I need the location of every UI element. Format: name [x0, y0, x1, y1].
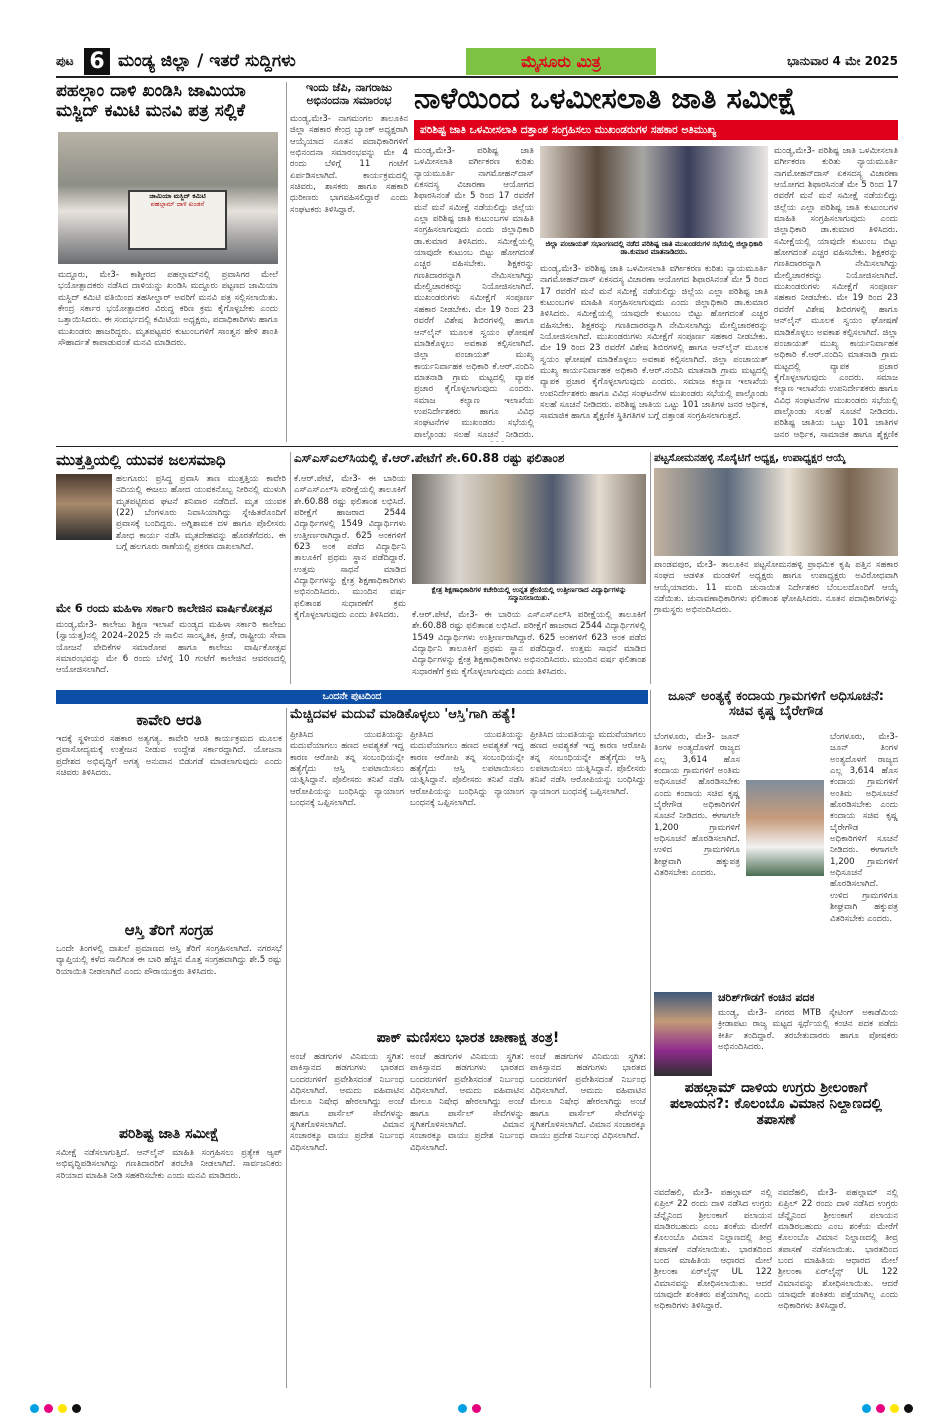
registration-dot [862, 1404, 871, 1413]
headline: ಪಹಲ್ಗಾಮ್ ದಾಳಿಯ ಉಗ್ರರು ಶ್ರೀಲಂಕಾಗೆ ಪಲಾಯನ?: ಕೊಲಂಬೊ ವಿಮಾನ ನಿಲ್ದಾಣದಲ್ಲಿ ತಪಾಸಣೆ [670, 1080, 882, 1129]
article-body: ಮಂಡ್ಯ,ಮೇ3- ಕಾಲೇಜು ಶಿಕ್ಷಣ ಇಲಾಖೆ ಮಂಡ್ಯದ ಮಹಿಳಾ ಸರ್ಕಾರಿ ಕಾಲೇಜು (ಸ್ವಾಯತ್ತ)ನಲ್ಲಿ 2024–2025 ನೇ ಸಾಲಿನ ಸಾಂಸ್ಕೃತಿಕ, ಕ್ರೀಡೆ, ರಾಷ್ಟ್ರೀಯ ಸೇವಾ ಯೋಜನೆ ವೇದಿಕೆಗಳ ಸಮಾರೋಪ ಹಾಗೂ ಕಾಲೇಜು ವಾರ್ಷಿಕೋತ್ಸವ ಸಮಾರಂಭವನ್ನು ಮೇ 6 ರಂದು ಬೆಳಿಗ್ಗೆ 10 ಗಂಟೆಗೆ ಕಾಲೇಜಿನ ಆವರಣದಲ್ಲಿ ಆಯೋಜಿಸಲಾಗಿದೆ. [56, 620, 286, 676]
headline: ಪಟ್ಟಸೋಮನಹಳ್ಳಿ ಸೊಸೈಟಿಗೆ ಅಧ್ಯಕ್ಷ, ಉಪಾಧ್ಯಕ್ಷರ ಆಯ್ಕೆ [654, 452, 846, 464]
article-body-col2: ಅಂಚೆ ಹಡಗುಗಳ ವಿನಿಮಯ ಸ್ಥಗಿತ: ಪಾಕಿಸ್ತಾನದ ಹಡಗುಗಳು ಭಾರತದ ಬಂದರುಗಳಿಗೆ ಪ್ರವೇಶಿಸದಂತೆ ನಿರ್ಬಂಧ ವಿಧಿಸಲಾಗಿದೆ. ಆಮದು ವಹಿವಾಟಿನ ಮೇಲೂ ನಿಷೇಧ ಹೇರಲಾಗಿದ್ದು ಅಂಚೆ ಹಾಗೂ ಪಾರ್ಸೆಲ್ ಸೇವೆಗಳನ್ನು ಸ್ಥಗಿತಗೊಳಿಸಲಾಗಿದೆ. ವಿಮಾನ ಸಂಚಾರಕ್ಕೂ ವಾಯು ಪ್ರದೇಶ ನಿರ್ಬಂಧ ವಿಧಿಸಲಾಗಿದೆ. [410, 1052, 524, 1153]
article-body: ಮಂಡ್ಯ,ಮೇ3- ನಾಗಮಂಗಲ ತಾಲೂಕಿನ ಜಿಲ್ಲಾ ಸಹಕಾರ ಕೇಂದ್ರ ಬ್ಯಾಂಕ್ ಅಧ್ಯಕ್ಷರಾಗಿ ಆಯ್ಕೆಯಾದ ನೂತನ ಪದಾಧಿಕಾರಿಗಳಿಗೆ ಅಭಿನಂದನಾ ಸಮಾರಂಭವನ್ನು ಮೇ 4 ರಂದು ಬೆಳಿಗ್ಗೆ 11 ಗಂಟೆಗೆ ಏರ್ಪಡಿಸಲಾಗಿದೆ. ಕಾರ್ಯಕ್ರಮದಲ್ಲಿ ಸಚಿವರು, ಶಾಸಕರು ಹಾಗೂ ಸಹಕಾರಿ ಧುರೀಣರು ಭಾಗವಹಿಸಲಿದ್ದಾರೆ ಎಂದು ಸಂಘಟಕರು ತಿಳಿಸಿದ್ದಾರೆ. [290, 114, 408, 215]
article-drowning [56, 452, 286, 598]
article-body-col2: ಪ್ರೀತಿಸಿದ ಯುವತಿಯನ್ನು ಮದುವೆಯಾಗಲು ಹಣದ ಅವಶ್ಯಕತೆ ಇದ್ದ ಕಾರಣ ಆರೋಪಿ ತನ್ನ ಸಂಬಂಧಿಯನ್ನೇ ಹತ್ಯೆಗೈದು ಆಸ್ತಿ ಲಪಟಾಯಿಸಲು ಯತ್ನಿಸಿದ್ದಾನೆ. ಪೊಲೀಸರು ತನಿಖೆ ನಡೆಸಿ ಆರೋಪಿಯನ್ನು ಬಂಧಿಸಿದ್ದು ನ್ಯಾಯಾಂಗ ಬಂಧನಕ್ಕೆ ಒಪ್ಪಿಸಲಾಗಿದೆ. [410, 730, 524, 809]
article-body: ಮಂಡ್ಯ, ಮೇ3- ನಗರದ MTB ಸ್ಕೇಟಿಂಗ್ ಅಕಾಡೆಮಿಯ ಕ್ರೀಡಾಪಟು ರಾಜ್ಯ ಮಟ್ಟದ ಸ್ಪರ್ಧೆಯಲ್ಲಿ ಕಂಚಿನ ಪದಕ ಪಡೆದು ಕೀರ್ತಿ ತಂದಿದ್ದಾರೆ. ತರಬೇತುದಾರರು ಹಾಗೂ ಪೋಷಕರು ಅಭಿನಂದಿಸಿದರು. [718, 1008, 898, 1053]
section-title: ಮಂಡ್ಯ ಜಿಲ್ಲಾ / ಇತರೆ ಸುದ್ದಿಗಳು [118, 51, 296, 71]
felicitation-photo [412, 474, 646, 584]
page-label: ಪುಟ [56, 54, 74, 68]
column-rule [286, 82, 287, 442]
photo-caption: ಜಿಲ್ಲಾ ಪಂಚಾಯತ್ ಸಭಾಂಗಣದಲ್ಲಿ ನಡೆದ ಪರಿಶಿಷ್ಟ ಜಾತಿ ಮುಖಂಡರುಗಳ ಸಭೆಯಲ್ಲಿ ಜಿಲ್ಲಾಧಿಕಾರಿ ಡಾ.ಕುಮಾರ ಮಾತನಾಡಿದರು. [545, 240, 763, 257]
banner-line-1: ಜಾಮಿಯಾ ಮಸ್ಜಿದ್ ಕಮಿಟಿ [149, 192, 206, 200]
article-society [654, 452, 898, 684]
group-photo [58, 132, 278, 264]
headline: ಜೂನ್ ಅಂತ್ಯಕ್ಕೆ ಕಂದಾಯ ಗ್ರಾಮಗಳಿಗೆ ಅಧಿಸೂಚನೆ: ಸಚಿವ ಕೃಷ್ಣ ಬೈರೇಗೌಡ [668, 690, 884, 719]
article-body: ಪಾಂಡವಪುರ, ಮೇ3- ತಾಲೂಕಿನ ಪಟ್ಟಸೋಮನಹಳ್ಳಿ ಪ್ರಾಥಮಿಕ ಕೃಷಿ ಪತ್ತಿನ ಸಹಕಾರ ಸಂಘದ ಆಡಳಿತ ಮಂಡಳಿಗೆ ಅಧ್ಯಕ್ಷರು ಹಾಗೂ ಉಪಾಧ್ಯಕ್ಷರು ಅವಿರೋಧವಾಗಿ ಆಯ್ಕೆಯಾದರು. 11 ಮಂದಿ ಚುನಾಯಿತ ನಿರ್ದೇಶಕರ ಬೆಂಬಲದೊಂದಿಗೆ ಆಯ್ಕೆ ನಡೆಯಿತು. ಚುನಾವಣಾಧಿಕಾರಿಗಳು ಫಲಿತಾಂಶ ಘೋಷಿಸಿದರು. ನೂತನ ಪದಾಧಿಕಾರಿಗಳನ್ನು ಗ್ರಾಮಸ್ಥರು ಅಭಿನಂದಿಸಿದರು. [654, 560, 898, 616]
article-body-col1: ಅಂಚೆ ಹಡಗುಗಳ ವಿನಿಮಯ ಸ್ಥಗಿತ: ಪಾಕಿಸ್ತಾನದ ಹಡಗುಗಳು ಭಾರತದ ಬಂದರುಗಳಿಗೆ ಪ್ರವೇಶಿಸದಂತೆ ನಿರ್ಬಂಧ ವಿಧಿಸಲಾಗಿದೆ. ಆಮದು ವಹಿವಾಟಿನ ಮೇಲೂ ನಿಷೇಧ ಹೇರಲಾಗಿದ್ದು ಅಂಚೆ ಹಾಗೂ ಪಾರ್ಸೆಲ್ ಸೇವೆಗಳನ್ನು ಸ್ಥಗಿತಗೊಳಿಸಲಾಗಿದೆ. ವಿಮಾನ ಸಂಚಾರಕ್ಕೂ ವಾಯು ಪ್ರದೇಶ ನಿರ್ಬಂಧ ವಿಧಿಸಲಾಗಿದೆ. [290, 1052, 404, 1153]
headline: ಚರಿಶ್‌ಗೌಡಗೆ ಕಂಚಿನ ಪದಕ [718, 992, 815, 1004]
headline: ಎಸ್‌ಎಸ್‌ಎಲ್‌ಸಿಯಲ್ಲಿ ಕೆ.ಆರ್.ಪೇಟೆಗೆ ಶೇ.60.88 ರಷ್ಟು ಫಲಿತಾಂಶ [294, 452, 565, 465]
registration-dot [30, 1404, 39, 1413]
date: ಭಾನುವಾರ 4 ಮೇ 2025 [787, 54, 898, 68]
headline: ಇಂದು ಜೆಪಿ, ನಾಗರಾಜು ಅಭಿನಂದನಾ ಸಮಾರಂಭ [306, 82, 392, 107]
article-body-col2: ಬೆಂಗಳೂರು, ಮೇ3- ಜೂನ್ ತಿಂಗಳ ಅಂತ್ಯದೊಳಗೆ ರಾಜ್ಯದ ಎಲ್ಲ 3,614 ಹೊಸ ಕಂದಾಯ ಗ್ರಾಮಗಳಿಗೆ ಅಂತಿಮ ಅಧಿಸೂಚನೆ ಹೊರಡಿಸಬೇಕು ಎಂದು ಕಂದಾಯ ಸಚಿವ ಕೃಷ್ಣ ಬೈರೇಗೌಡ ಅಧಿಕಾರಿಗಳಿಗೆ ಸೂಚನೆ ನೀಡಿದರು. ಈಗಾಗಲೇ 1,200 ಗ್ರಾಮಗಳಿಗೆ ಅಧಿಸೂಚನೆ ಹೊರಡಿಸಲಾಗಿದೆ. ಉಳಿದ ಗ್ರಾಮಗಳಿಗೂ ಶೀಘ್ರವಾಗಿ ಹಕ್ಕುಪತ್ರ ವಿತರಿಸಬೇಕು ಎಂದರು. [830, 732, 898, 924]
banner-sign [128, 190, 227, 250]
headline: ಪಹಲ್ಗಾಂ ದಾಳಿ ಖಂಡಿಸಿ ಜಾಮಿಯಾ ಮಸ್ಜಿದ್ ಕಮಿಟಿ ಮನವಿ ಪತ್ರ ಸಲ್ಲಿಕೆ [56, 82, 246, 121]
masthead [56, 48, 898, 78]
victim-photo [56, 474, 112, 540]
article-kaveri [56, 708, 282, 920]
registration-dot [472, 1404, 481, 1413]
paper-name: ಮೈಸೂರು ಮಿತ್ರ [521, 52, 601, 71]
registration-dot [44, 1404, 53, 1413]
article-body-col1: ಬೆಂಗಳೂರು, ಮೇ3- ಜೂನ್ ತಿಂಗಳ ಅಂತ್ಯದೊಳಗೆ ರಾಜ್ಯದ ಎಲ್ಲ 3,614 ಹೊಸ ಕಂದಾಯ ಗ್ರಾಮಗಳಿಗೆ ಅಂತಿಮ ಅಧಿಸೂಚನೆ ಹೊರಡಿಸಬೇಕು ಎಂದು ಕಂದಾಯ ಸಚಿವ ಕೃಷ್ಣ ಬೈರೇಗೌಡ ಅಧಿಕಾರಿಗಳಿಗೆ ಸೂಚನೆ ನೀಡಿದರು. ಈಗಾಗಲೇ 1,200 ಗ್ರಾಮಗಳಿಗೆ ಅಧಿಸೂಚನೆ ಹೊರಡಿಸಲಾಗಿದೆ. ಉಳಿದ ಗ್ರಾಮಗಳಿಗೂ ಶೀಘ್ರವಾಗಿ ಹಕ್ಕುಪತ್ರ ವಿತರಿಸಬೇಕು ಎಂದರು. [654, 732, 740, 879]
article-college-day [56, 602, 286, 684]
article-pakistan [290, 1030, 646, 1388]
paper-logo [466, 48, 656, 75]
registration-dot [58, 1404, 67, 1413]
headline: ಪರಿಶಿಷ್ಟ ಜಾತಿ ಸಮೀಕ್ಷೆ [119, 1126, 219, 1142]
headline: ಮೆಚ್ಚಿದವಳ ಮದುವೆ ಮಾಡಿಕೊಳ್ಳಲು 'ಆಸ್ತಿ'ಗಾಗಿ ಹತ್ಯೆ! [290, 708, 517, 722]
article-body: ಸಮೀಕ್ಷೆ ನಡೆಸಲಾಗುತ್ತಿದೆ. ಆನ್‌ಲೈನ್ ಮಾಹಿತಿ ಸಂಗ್ರಹಿಸಲು ಪ್ರತ್ಯೇಕ ಆ್ಯಪ್ ಅಭಿವೃದ್ಧಿಪಡಿಸಲಾಗಿದ್ದು ಗಣತಿದಾರರಿಗೆ ತರಬೇತಿ ನೀಡಲಾಗಿದೆ. ಸಾರ್ವಜನಿಕರು ಸರಿಯಾದ ಮಾಹಿತಿ ನೀಡಿ ಸಹಕರಿಸಬೇಕು ಎಂದು ಮನವಿ ಮಾಡಿದರು. [56, 1148, 282, 1181]
article-caste-survey [414, 82, 898, 442]
article-body-col1: ನವದೆಹಲಿ, ಮೇ3- ಪಹಲ್ಗಾಮ್ ನಲ್ಲಿ ಏಪ್ರಿಲ್ 22 ರಂದು ದಾಳಿ ನಡೆಸಿದ ಉಗ್ರರು ಚೆನ್ನೈನಿಂದ ಶ್ರೀಲಂಕಾಗೆ ಪಲಾಯನ ಮಾಡಿರಬಹುದು ಎಂಬ ಶಂಕೆಯ ಮೇರೆಗೆ ಕೊಲಂಬೊ ವಿಮಾನ ನಿಲ್ದಾಣದಲ್ಲಿ ತೀವ್ರ ತಪಾಸಣೆ ನಡೆಸಲಾಯಿತು. ಭಾರತದಿಂದ ಬಂದ ಮಾಹಿತಿಯ ಆಧಾರದ ಮೇಲೆ ಶ್ರೀಲಂಕಾ ಏರ್‌ಲೈನ್ಸ್ UL 122 ವಿಮಾನವನ್ನು ಶೋಧಿಸಲಾಯಿತು. ಆದರೆ ಯಾವುದೇ ಶಂಕಿತರು ಪತ್ತೆಯಾಗಿಲ್ಲ ಎಂದು ಅಧಿಕಾರಿಗಳು ತಿಳಿಸಿದ್ದಾರೆ. [654, 1188, 772, 1312]
article-body-col1: ಪ್ರೀತಿಸಿದ ಯುವತಿಯನ್ನು ಮದುವೆಯಾಗಲು ಹಣದ ಅವಶ್ಯಕತೆ ಇದ್ದ ಕಾರಣ ಆರೋಪಿ ತನ್ನ ಸಂಬಂಧಿಯನ್ನೇ ಹತ್ಯೆಗೈದು ಆಸ್ತಿ ಲಪಟಾಯಿಸಲು ಯತ್ನಿಸಿದ್ದಾನೆ. ಪೊಲೀಸರು ತನಿಖೆ ನಡೆಸಿ ಆರೋಪಿಯನ್ನು ಬಂಧಿಸಿದ್ದು ನ್ಯಾಯಾಂಗ ಬಂಧನಕ್ಕೆ ಒಪ್ಪಿಸಲಾಗಿದೆ. [290, 730, 404, 809]
photo-caption: ಕ್ಷೇತ್ರ ಶಿಕ್ಷಣಾಧಿಕಾರಿಗಳ ಕಚೇರಿಯಲ್ಲಿ ಉನ್ನತ ಶ್ರೇಣಿಯಲ್ಲಿ ಉತ್ತೀರ್ಣರಾದ ವಿದ್ಯಾರ್ಥಿಗಳನ್ನು ಸನ್ಮಾನಿಸಲಾಯಿತು. [431, 586, 627, 603]
headline: ಮುತ್ತತ್ತಿಯಲ್ಲಿ ಯುವಕ ಜಲಸಮಾಧಿ [56, 452, 226, 469]
registration-dot [876, 1404, 885, 1413]
article-marriage [290, 708, 646, 1026]
banner-line-2: ಪಹಲ್ಗಾಮ್ ದಾಳಿ ಖಂಡನೆ [150, 200, 205, 209]
article-pahalgam-memo [56, 82, 281, 442]
article-body-col2: ನವದೆಹಲಿ, ಮೇ3- ಪಹಲ್ಗಾಮ್ ನಲ್ಲಿ ಏಪ್ರಿಲ್ 22 ರಂದು ದಾಳಿ ನಡೆಸಿದ ಉಗ್ರರು ಚೆನ್ನೈನಿಂದ ಶ್ರೀಲಂಕಾಗೆ ಪಲಾಯನ ಮಾಡಿರಬಹುದು ಎಂಬ ಶಂಕೆಯ ಮೇರೆಗೆ ಕೊಲಂಬೊ ವಿಮಾನ ನಿಲ್ದಾಣದಲ್ಲಿ ತೀವ್ರ ತಪಾಸಣೆ ನಡೆಸಲಾಯಿತು. ಭಾರತದಿಂದ ಬಂದ ಮಾಹಿತಿಯ ಆಧಾರದ ಮೇಲೆ ಶ್ರೀಲಂಕಾ ಏರ್‌ಲೈನ್ಸ್ UL 122 ವಿಮಾನವನ್ನು ಶೋಧಿಸಲಾಯಿತು. ಆದರೆ ಯಾವುದೇ ಶಂಕಿತರು ಪತ್ತೆಯಾಗಿಲ್ಲ ಎಂದು ಅಧಿಕಾರಿಗಳು ತಿಳಿಸಿದ್ದಾರೆ. [778, 1188, 898, 1312]
article-body-col3: ಅಂಚೆ ಹಡಗುಗಳ ವಿನಿಮಯ ಸ್ಥಗಿತ: ಪಾಕಿಸ್ತಾನದ ಹಡಗುಗಳು ಭಾರತದ ಬಂದರುಗಳಿಗೆ ಪ್ರವೇಶಿಸದಂತೆ ನಿರ್ಬಂಧ ವಿಧಿಸಲಾಗಿದೆ. ಆಮದು ವಹಿವಾಟಿನ ಮೇಲೂ ನಿಷೇಧ ಹೇರಲಾಗಿದ್ದು ಅಂಚೆ ಹಾಗೂ ಪಾರ್ಸೆಲ್ ಸೇವೆಗಳನ್ನು ಸ್ಥಗಿತಗೊಳಿಸಲಾಗಿದೆ. ವಿಮಾನ ಸಂಚಾರಕ್ಕೂ ವಾಯು ಪ್ರದೇಶ ನಿರ್ಬಂಧ ವಿಧಿಸಲಾಗಿದೆ. [530, 1052, 646, 1142]
headline: ಮೇ 6 ರಂದು ಮಹಿಳಾ ಸರ್ಕಾರಿ ಕಾಲೇಜಿನ ವಾರ್ಷಿಕೋತ್ಸವ [56, 602, 273, 615]
registration-dot [72, 1404, 81, 1413]
headline: ಪಾಕ್ ಮಣಿಸಲು ಭಾರತ ಚಾಣಾಕ್ಷ ತಂತ್ರ! [376, 1030, 560, 1046]
page-number: 6 [84, 48, 110, 75]
meeting-photo [540, 146, 768, 238]
society-photo [654, 468, 898, 556]
article-body-col3: ಮಂಡ್ಯ,ಮೇ3- ಪರಿಶಿಷ್ಟ ಜಾತಿ ಒಳಮೀಸಲಾತಿ ವರ್ಗೀಕರಣ ಕುರಿತು ನ್ಯಾಯಮೂರ್ತಿ ನಾಗಮೋಹನ್‌ದಾಸ್ ಏಕಸದಸ್ಯ ವಿಚಾರಣಾ ಆಯೋಗದ ಶಿಫಾರಸಿನಂತೆ ಮೇ 5 ರಿಂದ 17 ರವರೆಗೆ ಮನೆ ಮನೆ ಸಮೀಕ್ಷೆ ನಡೆಯಲಿದ್ದು ಜಿಲ್ಲೆಯ ಎಲ್ಲಾ ಪರಿಶಿಷ್ಟ ಜಾತಿ ಕುಟುಂಬಗಳ ಮಾಹಿತಿ ಸಂಗ್ರಹಿಸಲಾಗುವುದು ಎಂದು ಜಿಲ್ಲಾಧಿಕಾರಿ ಡಾ.ಕುಮಾರ ತಿಳಿಸಿದರು. ಸಮೀಕ್ಷೆಯಲ್ಲಿ ಯಾವುದೇ ಕುಟುಂಬ ಬಿಟ್ಟು ಹೋಗದಂತೆ ಎಚ್ಚರ ವಹಿಸಬೇಕು. ಶಿಕ್ಷಕರನ್ನು ಗಣತಿದಾರರನ್ನಾಗಿ ನೇಮಿಸಲಾಗಿದ್ದು ಮೇಲ್ವಿಚಾರಕರನ್ನು ನಿಯೋಜಿಸಲಾಗಿದೆ. ಮುಖಂಡರುಗಳು ಸಮೀಕ್ಷೆಗೆ ಸಂಪೂರ್ಣ ಸಹಕಾರ ನೀಡಬೇಕು. ಮೇ 19 ರಿಂದ 23 ರವರೆಗೆ ವಿಶೇಷ ಶಿಬಿರಗಳಲ್ಲಿ ಹಾಗೂ ಆನ್‌ಲೈನ್ ಮೂಲಕ ಸ್ವಯಂ ಘೋಷಣೆ ಮಾಡಿಕೊಳ್ಳಲು ಅವಕಾಶ ಕಲ್ಪಿಸಲಾಗಿದೆ. ಜಿಲ್ಲಾ ಪಂಚಾಯತ್ ಮುಖ್ಯ ಕಾರ್ಯನಿರ್ವಾಹಕ ಅಧಿಕಾರಿ ಕೆ.ಆರ್.ನಂದಿನಿ ಮಾತನಾಡಿ ಗ್ರಾಮ ಮಟ್ಟದಲ್ಲಿ ವ್ಯಾಪಕ ಪ್ರಚಾರ ಕೈಗೊಳ್ಳಲಾಗುವುದು ಎಂದರು. ಸಮಾಜ ಕಲ್ಯಾಣ ಇಲಾಖೆಯ ಉಪನಿರ್ದೇಶಕರು ಹಾಗೂ ವಿವಿಧ ಸಂಘಟನೆಗಳ ಮುಖಂಡರು ಸಭೆಯಲ್ಲಿ ಪಾಲ್ಗೊಂಡು ಸಲಹೆ ಸೂಚನೆ ನೀಡಿದರು. ಪರಿಶಿಷ್ಟ ಜಾತಿಯ ಒಟ್ಟು 101 ಜಾತಿಗಳ ಜನರ ಆರ್ಥಿಕ, ಸಾಮಾಜಿಕ ಹಾಗೂ ಶೈಕ್ಷಣಿಕ [774, 146, 898, 440]
article-body-col2: ಕೆ.ಆರ್.ಪೇಟೆ, ಮೇ3- ಈ ಬಾರಿಯ ಎಸ್‌ಎಸ್‌ಎಲ್‌ಸಿ ಪರೀಕ್ಷೆಯಲ್ಲಿ ತಾಲೂಕಿಗೆ ಶೇ.60.88 ರಷ್ಟು ಫಲಿತಾಂಶ ಲಭಿಸಿದೆ. ಪರೀಕ್ಷೆಗೆ ಹಾಜರಾದ 2544 ವಿದ್ಯಾರ್ಥಿಗಳಲ್ಲಿ 1549 ವಿದ್ಯಾರ್ಥಿಗಳು ಉತ್ತೀರ್ಣರಾಗಿದ್ದಾರೆ. 625 ಅಂಕಗಳಿಗೆ 623 ಅಂಕ ಪಡೆದ ವಿದ್ಯಾರ್ಥಿನಿ ತಾಲೂಕಿಗೆ ಪ್ರಥಮ ಸ್ಥಾನ ಪಡೆದಿದ್ದಾರೆ. ಉತ್ತಮ ಸಾಧನೆ ಮಾಡಿದ ವಿದ್ಯಾರ್ಥಿಗಳನ್ನು ಕ್ಷೇತ್ರ ಶಿಕ್ಷಣಾಧಿಕಾರಿಗಳು ಅಭಿನಂದಿಸಿದರು. ಮುಂದಿನ ವರ್ಷ ಫಲಿತಾಂಶ ಸುಧಾರಣೆಗೆ ಕ್ರಮ ಕೈಗೊಳ್ಳಲಾಗುವುದು ಎಂದು ತಿಳಿಸಿದರು. [412, 610, 646, 677]
column-rule [290, 452, 291, 684]
headline: ಕಾವೇರಿ ಆರತಿ [136, 711, 202, 729]
article-notification [654, 690, 898, 988]
continued-bar [56, 690, 648, 704]
article-body-col1: ಕೆ.ಆರ್.ಪೇಟೆ, ಮೇ3- ಈ ಬಾರಿಯ ಎಸ್‌ಎಸ್‌ಎಲ್‌ಸಿ ಪರೀಕ್ಷೆಯಲ್ಲಿ ತಾಲೂಕಿಗೆ ಶೇ.60.88 ರಷ್ಟು ಫಲಿತಾಂಶ ಲಭಿಸಿದೆ. ಪರೀಕ್ಷೆಗೆ ಹಾಜರಾದ 2544 ವಿದ್ಯಾರ್ಥಿಗಳಲ್ಲಿ 1549 ವಿದ್ಯಾರ್ಥಿಗಳು ಉತ್ತೀರ್ಣರಾಗಿದ್ದಾರೆ. 625 ಅಂಕಗಳಿಗೆ 623 ಅಂಕ ಪಡೆದ ವಿದ್ಯಾರ್ಥಿನಿ ತಾಲೂಕಿಗೆ ಪ್ರಥಮ ಸ್ಥಾನ ಪಡೆದಿದ್ದಾರೆ. ಉತ್ತಮ ಸಾಧನೆ ಮಾಡಿದ ವಿದ್ಯಾರ್ಥಿಗಳನ್ನು ಕ್ಷೇತ್ರ ಶಿಕ್ಷಣಾಧಿಕಾರಿಗಳು ಅಭಿನಂದಿಸಿದರು. ಮುಂದಿನ ವರ್ಷ ಫಲಿತಾಂಶ ಸುಧಾರಣೆಗೆ ಕ್ರಮ ಕೈಗೊಳ್ಳಲಾಗುವುದು ಎಂದು ತಿಳಿಸಿದರು. [294, 474, 406, 621]
registration-dot [890, 1404, 899, 1413]
article-body: ಒಂದೇ ತಿಂಗಳಲ್ಲಿ ದಾಖಲೆ ಪ್ರಮಾಣದ ಆಸ್ತಿ ತೆರಿಗೆ ಸಂಗ್ರಹಿಸಲಾಗಿದೆ. ನಗರಸಭೆ ವ್ಯಾಪ್ತಿಯಲ್ಲಿ ಕಳೆದ ಸಾಲಿಗಿಂತ ಈ ಬಾರಿ ಹೆಚ್ಚಿನ ಮೊತ್ತ ಸಂಗ್ರಹವಾಗಿದ್ದು ಶೇ.5 ರಷ್ಟು ರಿಯಾಯಿತಿ ನೀಡಲಾಗಿದೆ ಎಂದು ಪೌರಾಯುಕ್ತರು ತಿಳಿಸಿದರು. [56, 944, 282, 977]
column-rule [286, 708, 287, 1388]
article-body: ಇದಕ್ಕೆ ಸ್ಥಳೀಯರ ಸಹಕಾರ ಅತ್ಯಗತ್ಯ. ಕಾವೇರಿ ಆರತಿ ಕಾರ್ಯಕ್ರಮದ ಮೂಲಕ ಪ್ರವಾಸೋದ್ಯಮಕ್ಕೆ ಉತ್ತೇಜನ ನೀಡುವ ಉದ್ದೇಶ ಸರ್ಕಾರದ್ದಾಗಿದೆ. ಯೋಜನಾ ಪ್ರದೇಶದ ಅಭಿವೃದ್ಧಿಗೆ ಅಗತ್ಯ ಅನುದಾನ ಬಿಡುಗಡೆ ಮಾಡಲಾಗುವುದು ಎಂದು ಸಚಿವರು ತಿಳಿಸಿದರು. [56, 734, 282, 779]
article-body: ಹಲಗೂರು: ಪ್ರಸಿದ್ಧ ಪ್ರವಾಸಿ ತಾಣ ಮುತ್ತತ್ತಿಯ ಕಾವೇರಿ ನದಿಯಲ್ಲಿ ಈಜಲು ಹೋದ ಯುವಕನೊಬ್ಬ ನೀರಿನಲ್ಲಿ ಮುಳುಗಿ ಮೃತಪಟ್ಟಿರುವ ಘಟನೆ ಶನಿವಾರ ನಡೆದಿದೆ. ಮೃತ ಯುವಕ (22) ಬೆಂಗಳೂರು ನಿವಾಸಿಯಾಗಿದ್ದು ಸ್ನೇಹಿತರೊಂದಿಗೆ ಪ್ರವಾಸಕ್ಕೆ ಬಂದಿದ್ದರು. ಅಗ್ನಿಶಾಮಕ ದಳ ಹಾಗೂ ಪೊಲೀಸರು ಶೋಧ ಕಾರ್ಯ ನಡೆಸಿ ಮೃತದೇಹವನ್ನು ಹೊರತೆಗೆದರು. ಈ ಬಗ್ಗೆ ಹಲಗೂರು ಠಾಣೆಯಲ್ಲಿ ಪ್ರಕರಣ ದಾಖಲಾಗಿದೆ. [116, 474, 286, 553]
article-felicitation [290, 82, 408, 442]
minister-photo [746, 780, 824, 876]
article-srilanka [654, 1080, 898, 1388]
headline: ಆಸ್ತಿ ತೆರಿಗೆ ಸಂಗ್ರಹ [124, 922, 214, 939]
headline: ನಾಳೆಯಿಂದ ಒಳಮೀಸಲಾತಿ ಜಾತಿ ಸಮೀಕ್ಷೆ [414, 82, 797, 115]
continued-bar-label: ಒಂದನೇ ಪುಟದಿಂದ [322, 691, 382, 702]
article-body-col1: ಮಂಡ್ಯ,ಮೇ3- ಪರಿಶಿಷ್ಟ ಜಾತಿ ಒಳಮೀಸಲಾತಿ ವರ್ಗೀಕರಣ ಕುರಿತು ನ್ಯಾಯಮೂರ್ತಿ ನಾಗಮೋಹನ್‌ದಾಸ್ ಏಕಸದಸ್ಯ ವಿಚಾರಣಾ ಆಯೋಗದ ಶಿಫಾರಸಿನಂತೆ ಮೇ 5 ರಿಂದ 17 ರವರೆಗೆ ಮನೆ ಮನೆ ಸಮೀಕ್ಷೆ ನಡೆಯಲಿದ್ದು ಜಿಲ್ಲೆಯ ಎಲ್ಲಾ ಪರಿಶಿಷ್ಟ ಜಾತಿ ಕುಟುಂಬಗಳ ಮಾಹಿತಿ ಸಂಗ್ರಹಿಸಲಾಗುವುದು ಎಂದು ಜಿಲ್ಲಾಧಿಕಾರಿ ಡಾ.ಕುಮಾರ ತಿಳಿಸಿದರು. ಸಮೀಕ್ಷೆಯಲ್ಲಿ ಯಾವುದೇ ಕುಟುಂಬ ಬಿಟ್ಟು ಹೋಗದಂತೆ ಎಚ್ಚರ ವಹಿಸಬೇಕು. ಶಿಕ್ಷಕರನ್ನು ಗಣತಿದಾರರನ್ನಾಗಿ ನೇಮಿಸಲಾಗಿದ್ದು ಮೇಲ್ವಿಚಾರಕರನ್ನು ನಿಯೋಜಿಸಲಾಗಿದೆ. ಮುಖಂಡರುಗಳು ಸಮೀಕ್ಷೆಗೆ ಸಂಪೂರ್ಣ ಸಹಕಾರ ನೀಡಬೇಕು. ಮೇ 19 ರಿಂದ 23 ರವರೆಗೆ ವಿಶೇಷ ಶಿಬಿರಗಳಲ್ಲಿ ಹಾಗೂ ಆನ್‌ಲೈನ್ ಮೂಲಕ ಸ್ವಯಂ ಘೋಷಣೆ ಮಾಡಿಕೊಳ್ಳಲು ಅವಕಾಶ ಕಲ್ಪಿಸಲಾಗಿದೆ. ಜಿಲ್ಲಾ ಪಂಚಾಯತ್ ಮುಖ್ಯ ಕಾರ್ಯನಿರ್ವಾಹಕ ಅಧಿಕಾರಿ ಕೆ.ಆರ್.ನಂದಿನಿ ಮಾತನಾಡಿ ಗ್ರಾಮ ಮಟ್ಟದಲ್ಲಿ ವ್ಯಾಪಕ ಪ್ರಚಾರ ಕೈಗೊಳ್ಳಲಾಗುವುದು ಎಂದರು. ಸಮಾಜ ಕಲ್ಯಾಣ ಇಲಾಖೆಯ ಉಪನಿರ್ದೇಶಕರು ಹಾಗೂ ವಿವಿಧ ಸಂಘಟನೆಗಳ ಮುಖಂಡರು ಸಭೆಯಲ್ಲಿ ಪಾಲ್ಗೊಂಡು ಸಲಹೆ ಸೂಚನೆ ನೀಡಿದರು. [414, 146, 534, 440]
article-body-col3: ಪ್ರೀತಿಸಿದ ಯುವತಿಯನ್ನು ಮದುವೆಯಾಗಲು ಹಣದ ಅವಶ್ಯಕತೆ ಇದ್ದ ಕಾರಣ ಆರೋಪಿ ತನ್ನ ಸಂಬಂಧಿಯನ್ನೇ ಹತ್ಯೆಗೈದು ಆಸ್ತಿ ಲಪಟಾಯಿಸಲು ಯತ್ನಿಸಿದ್ದಾನೆ. ಪೊಲೀಸರು ತನಿಖೆ ನಡೆಸಿ ಆರೋಪಿಯನ್ನು ಬಂಧಿಸಿದ್ದು ನ್ಯಾಯಾಂಗ ಬಂಧನಕ್ಕೆ ಒಪ್ಪಿಸಲಾಗಿದೆ. [530, 730, 646, 797]
sub-banner [414, 120, 898, 140]
article-medal [654, 992, 898, 1076]
article-sslc [294, 452, 646, 684]
article-body: ಮದ್ದೂರು, ಮೇ3- ಕಾಶ್ಮೀರದ ಪಹಲ್ಗಾಮ್‌ನಲ್ಲಿ ಪ್ರವಾಸಿಗರ ಮೇಲೆ ಭಯೋತ್ಪಾದಕರು ನಡೆಸಿದ ದಾಳಿಯನ್ನು ಖಂಡಿಸಿ ಮದ್ದೂರು ಪಟ್ಟಣದ ಜಾಮಿಯಾ ಮಸ್ಜಿದ್ ಕಮಿಟಿ ವತಿಯಿಂದ ತಹಸೀಲ್ದಾರ್ ಅವರಿಗೆ ಮನವಿ ಪತ್ರ ಸಲ್ಲಿಸಲಾಯಿತು. ಕೇಂದ್ರ ಸರ್ಕಾರ ಭಯೋತ್ಪಾದಕರ ವಿರುದ್ಧ ಕಠಿಣ ಕ್ರಮ ಕೈಗೊಳ್ಳಬೇಕು ಎಂದು ಒತ್ತಾಯಿಸಿದರು. ಈ ಸಂದರ್ಭದಲ್ಲಿ ಕಮಿಟಿಯ ಅಧ್ಯಕ್ಷರು, ಪದಾಧಿಕಾರಿಗಳು ಹಾಗೂ ಮುಖಂಡರು ಹಾಜರಿದ್ದರು. ಮೃತಪಟ್ಟವರ ಕುಟುಂಬಗಳಿಗೆ ಸಾಂತ್ವನ ಹೇಳಿ ಶಾಂತಿ ಸೌಹಾರ್ದತೆ ಕಾಪಾಡುವಂತೆ ಮನವಿ ಮಾಡಿದರು. [58, 270, 278, 349]
athlete-photo [654, 992, 712, 1076]
section-rule [56, 446, 898, 447]
article-body-col2: ಮಂಡ್ಯ,ಮೇ3- ಪರಿಶಿಷ್ಟ ಜಾತಿ ಒಳಮೀಸಲಾತಿ ವರ್ಗೀಕರಣ ಕುರಿತು ನ್ಯಾಯಮೂರ್ತಿ ನಾಗಮೋಹನ್‌ದಾಸ್ ಏಕಸದಸ್ಯ ವಿಚಾರಣಾ ಆಯೋಗದ ಶಿಫಾರಸಿನಂತೆ ಮೇ 5 ರಿಂದ 17 ರವರೆಗೆ ಮನೆ ಮನೆ ಸಮೀಕ್ಷೆ ನಡೆಯಲಿದ್ದು ಜಿಲ್ಲೆಯ ಎಲ್ಲಾ ಪರಿಶಿಷ್ಟ ಜಾತಿ ಕುಟುಂಬಗಳ ಮಾಹಿತಿ ಸಂಗ್ರಹಿಸಲಾಗುವುದು ಎಂದು ಜಿಲ್ಲಾಧಿಕಾರಿ ಡಾ.ಕುಮಾರ ತಿಳಿಸಿದರು. ಸಮೀಕ್ಷೆಯಲ್ಲಿ ಯಾವುದೇ ಕುಟುಂಬ ಬಿಟ್ಟು ಹೋಗದಂತೆ ಎಚ್ಚರ ವಹಿಸಬೇಕು. ಶಿಕ್ಷಕರನ್ನು ಗಣತಿದಾರರನ್ನಾಗಿ ನೇಮಿಸಲಾಗಿದ್ದು ಮೇಲ್ವಿಚಾರಕರನ್ನು ನಿಯೋಜಿಸಲಾಗಿದೆ. ಮುಖಂಡರುಗಳು ಸಮೀಕ್ಷೆಗೆ ಸಂಪೂರ್ಣ ಸಹಕಾರ ನೀಡಬೇಕು. ಮೇ 19 ರಿಂದ 23 ರವರೆಗೆ ವಿಶೇಷ ಶಿಬಿರಗಳಲ್ಲಿ ಹಾಗೂ ಆನ್‌ಲೈನ್ ಮೂಲಕ ಸ್ವಯಂ ಘೋಷಣೆ ಮಾಡಿಕೊಳ್ಳಲು ಅವಕಾಶ ಕಲ್ಪಿಸಲಾಗಿದೆ. ಜಿಲ್ಲಾ ಪಂಚಾಯತ್ ಮುಖ್ಯ ಕಾರ್ಯನಿರ್ವಾಹಕ ಅಧಿಕಾರಿ ಕೆ.ಆರ್.ನಂದಿನಿ ಮಾತನಾಡಿ ಗ್ರಾಮ ಮಟ್ಟದಲ್ಲಿ ವ್ಯಾಪಕ ಪ್ರಚಾರ ಕೈಗೊಳ್ಳಲಾಗುವುದು ಎಂದರು. ಸಮಾಜ ಕಲ್ಯಾಣ ಇಲಾಖೆಯ ಉಪನಿರ್ದೇಶಕರು ಹಾಗೂ ವಿವಿಧ ಸಂಘಟನೆಗಳ ಮುಖಂಡರು ಸಭೆಯಲ್ಲಿ ಪಾಲ್ಗೊಂಡು ಸಲಹೆ ಸೂಚನೆ ನೀಡಿದರು. ಪರಿಶಿಷ್ಟ ಜಾತಿಯ ಒಟ್ಟು 101 ಜಾತಿಗಳ ಜನರ ಆರ್ಥಿಕ, ಸಾಮಾಜಿಕ ಹಾಗೂ ಶೈಕ್ಷಣಿಕ ಸ್ಥಿತಿಗತಿಗಳ ಬಗ್ಗೆ ದತ್ತಾಂಶ ಸಂಗ್ರಹಿಸಲಾಗುತ್ತದೆ. [540, 264, 768, 422]
article-property-tax [56, 922, 282, 1122]
article-sc-survey [56, 1126, 282, 1388]
column-rule [650, 690, 651, 1388]
sub-banner-text: ಪರಿಶಿಷ್ಟ ಜಾತಿ ಒಳಮೀಸಲಾತಿ ದತ್ತಾಂಶ ಸಂಗ್ರಹಿಸಲು ಮುಖಂಡರುಗಳ ಸಹಕಾರ ಅತಿಮುಖ್ಯ [420, 124, 717, 136]
registration-dot [904, 1404, 913, 1413]
registration-dot [458, 1404, 467, 1413]
column-rule [650, 452, 651, 684]
